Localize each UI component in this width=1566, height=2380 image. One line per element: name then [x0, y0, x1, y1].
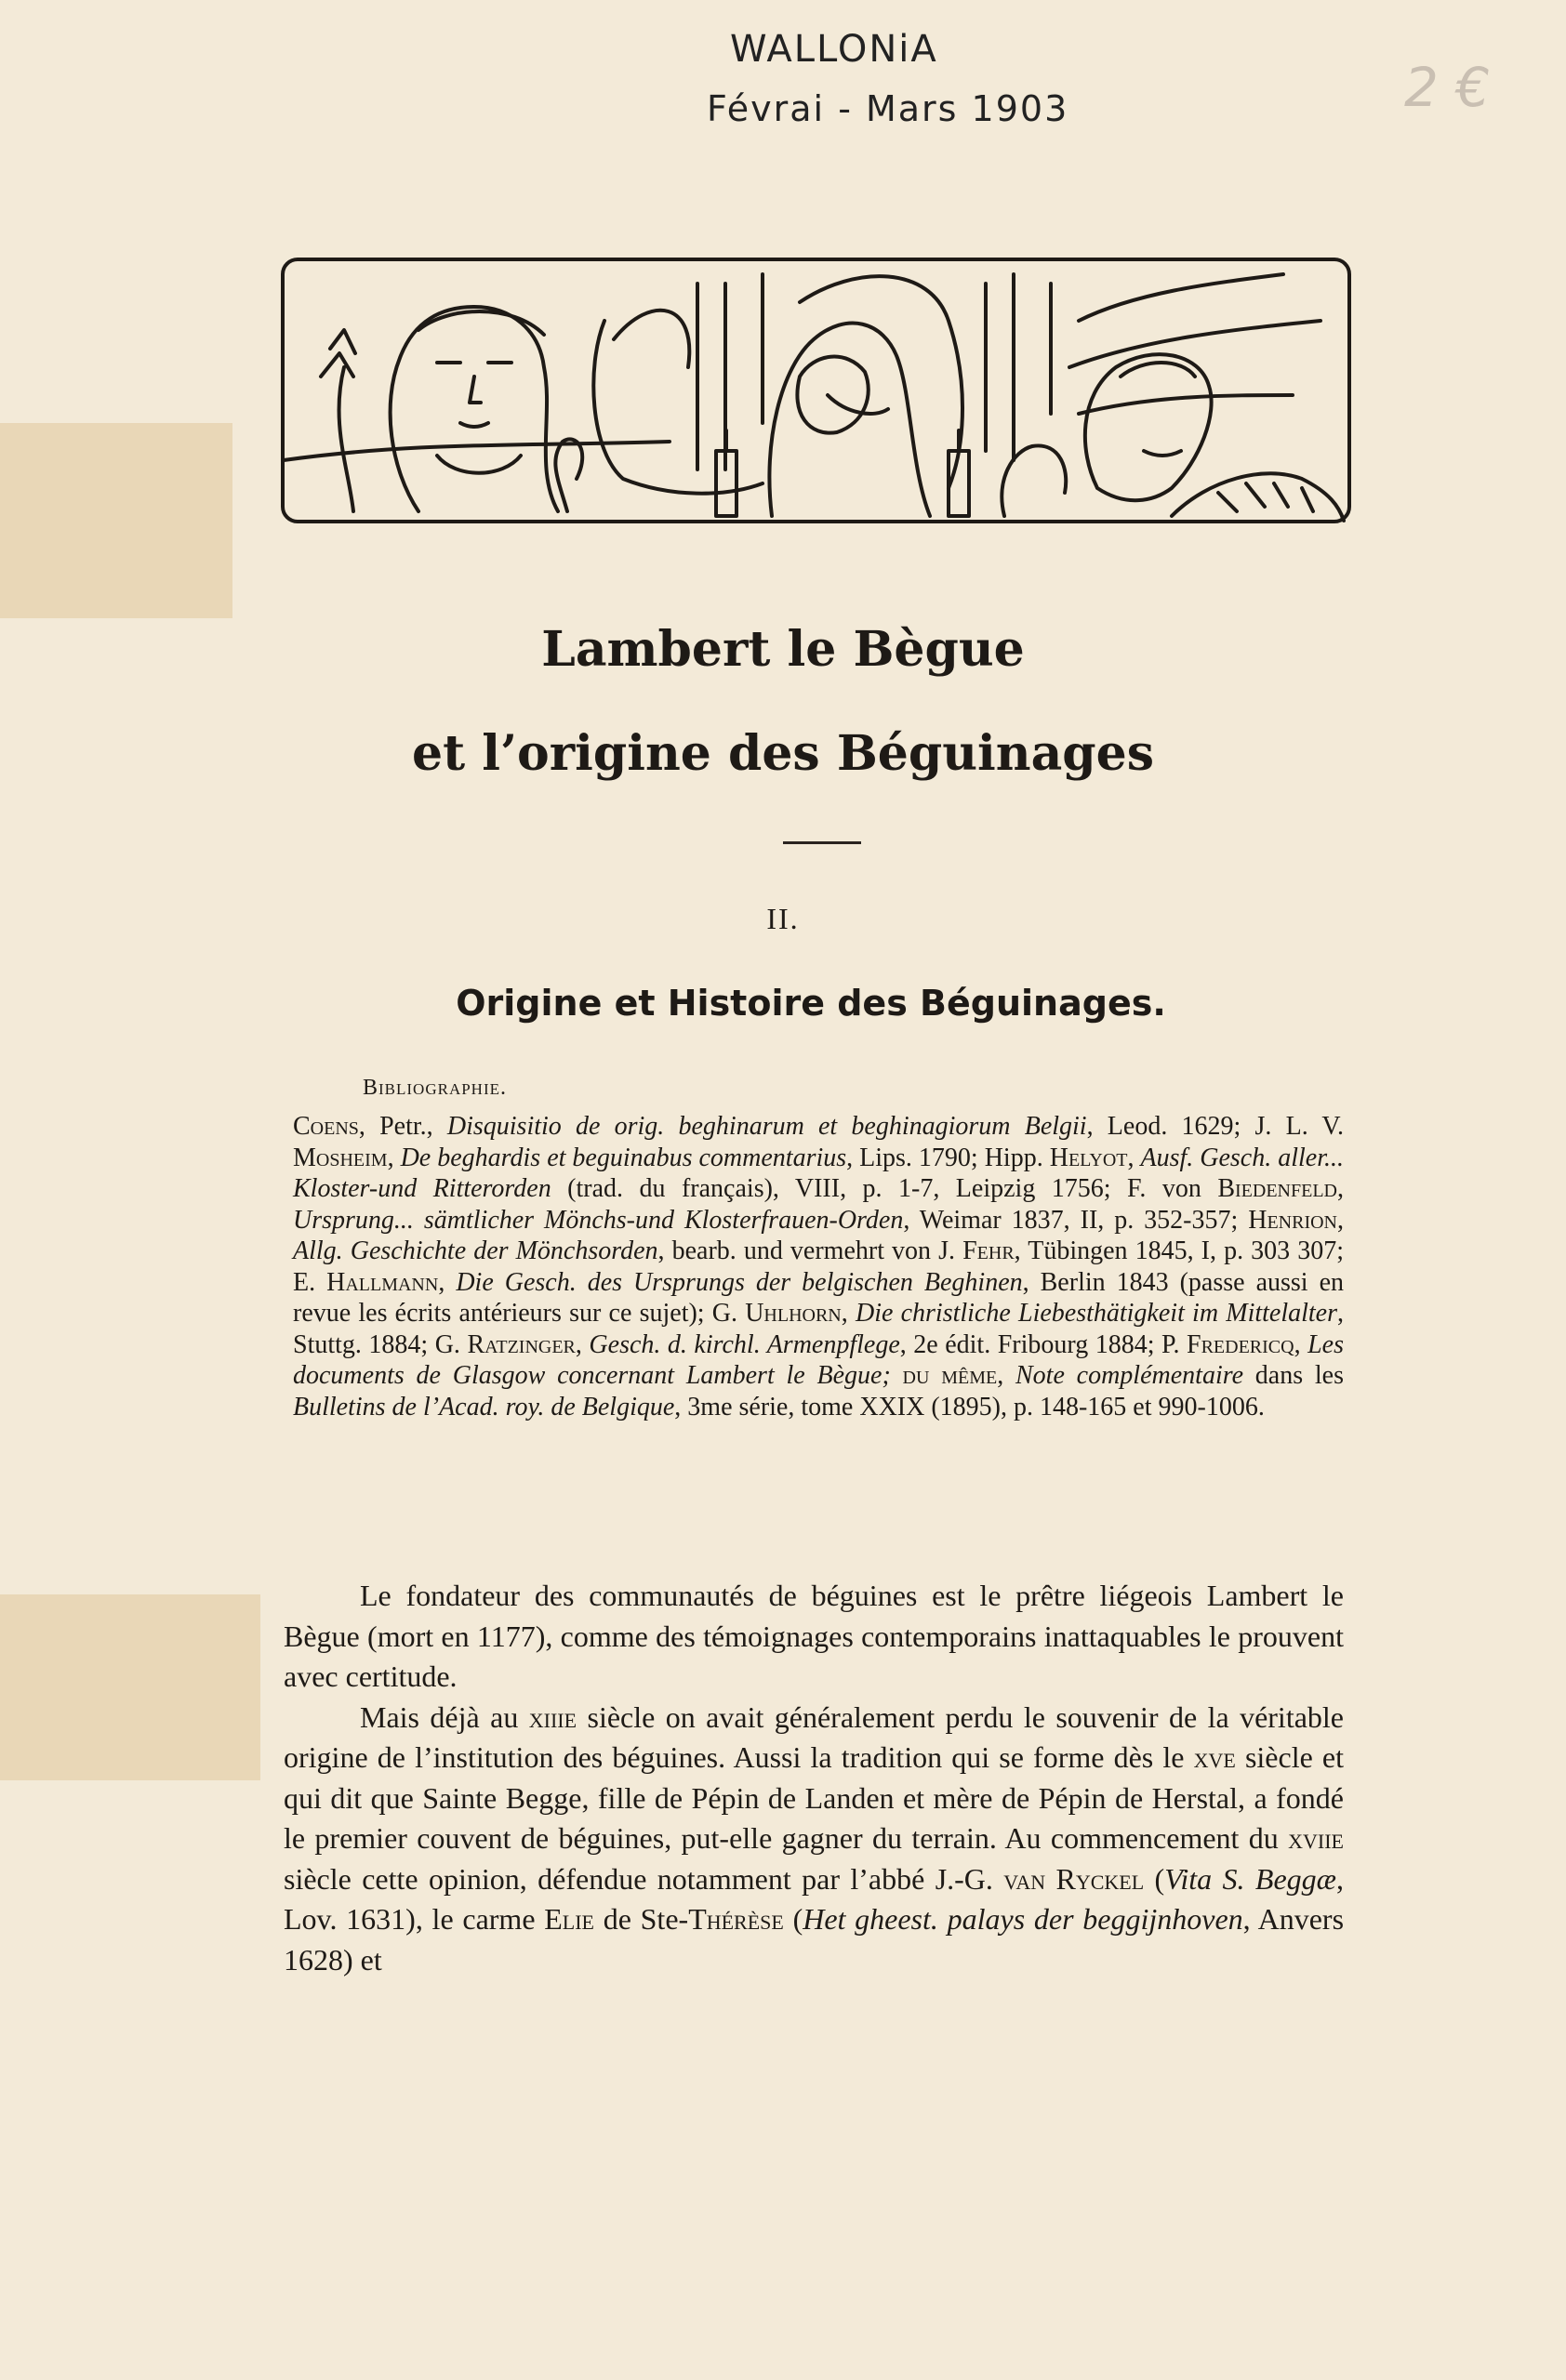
text-run: , Tübingen 1845, I, p. 303 307; E. — [293, 1236, 1344, 1297]
italic-title: Allg. Geschichte der Mönchsorden — [293, 1236, 658, 1265]
italic-title: Disquisitio de orig. beghinarum et beghinagiorum Belgii — [446, 1112, 1087, 1141]
bibliography-text — [293, 1111, 1344, 1422]
handwritten-price: 2 € — [1404, 56, 1491, 119]
author-name: Mosheim — [293, 1143, 388, 1172]
text-run — [891, 1361, 903, 1390]
author-name: Helyot — [1049, 1143, 1128, 1172]
italic-title: Vita S. Beggæ — [1164, 1861, 1337, 1896]
author-name: Henrion — [1248, 1205, 1338, 1235]
text-run: siècle on avait généralement perdu le souvenir de la véritable origine de l’institution des béguines. Aussi la tradition qui se forme dès le — [284, 1699, 1345, 1774]
title-line-2: et l’origine des Béguinages — [411, 725, 1154, 782]
author-name: Hallmann — [326, 1267, 439, 1297]
text-run: de Ste- — [594, 1902, 689, 1936]
text-run: , Leod. 1629; J. L. V. — [1086, 1112, 1345, 1141]
text-run: , Stuttg. 1884; G. — [293, 1299, 1345, 1359]
text-run: , bearb. und vermehrt von J. — [657, 1236, 963, 1265]
text-run: Mais déjà au — [360, 1699, 529, 1734]
text-run: , — [1336, 1174, 1344, 1203]
text-run: (trad. du français), VIII, p. 1-7, Leipzig 1756; F. von — [551, 1174, 1218, 1203]
italic-title: Die christliche Liebesthätigkeit im Mittelalter — [855, 1299, 1338, 1328]
author-name: Ratzinger — [467, 1329, 576, 1359]
text-run: siècle cette opinion, défendue notamment par l’abbé J.-G. — [284, 1861, 1004, 1896]
author-name: xviie — [1288, 1821, 1344, 1855]
text-run: siècle et qui dit que Sainte Begge, fille de Pépin de Landen et mère de Pépin de Herstal, a fondé le premier couvent de béguines, put-elle gagner du terrain. Au commencement du — [284, 1740, 1345, 1855]
author-name: du même — [902, 1361, 998, 1390]
italic-title: Ausf. Gesch. aller... Kloster-und Ritterorden — [293, 1143, 1345, 1203]
section-heading: Origine et Histoire des Béguinages. — [456, 983, 1166, 1024]
woodcut-banner-illustration — [279, 256, 1353, 525]
text-run: ( — [1144, 1861, 1165, 1896]
text-run: , 3me série, tome XXIX (1895), p. 148-165 et 990-1006. — [674, 1392, 1265, 1421]
bibliography-label: Bibliographie. — [363, 1076, 507, 1100]
text-run: , Berlin 1843 (passe aussi en revue les écrits antérieurs sur ce sujet); G. — [293, 1267, 1345, 1328]
author-name: van Ryckel — [1003, 1861, 1145, 1896]
text-run: , — [575, 1329, 590, 1359]
author-name: Fehr — [962, 1236, 1015, 1265]
italic-title: Gesch. d. kirchl. Armenpflege — [589, 1329, 900, 1359]
author-name: Biedenfeld — [1217, 1174, 1337, 1203]
text-run: , Weimar 1837, II, p. 352-357; — [903, 1205, 1249, 1235]
text-run: , — [387, 1143, 401, 1172]
italic-title: Note complémentaire — [1015, 1361, 1244, 1390]
text-run: , Anvers 1628) et — [284, 1902, 1345, 1977]
author-name: Uhlhorn — [745, 1299, 842, 1328]
text-run: , Petr., — [358, 1112, 447, 1141]
text-run: ( — [783, 1902, 803, 1936]
text-run: Le fondateur des communautés de béguines est le prêtre liégeois Lambert le Bègue (mort en 1177), comme des témoignages contemporains inattaquables le prouvent avec certitude. — [284, 1579, 1344, 1693]
text-run: , — [997, 1361, 1015, 1390]
author-name: Thérèse — [688, 1902, 784, 1936]
text-run: , — [438, 1267, 457, 1297]
italic-title: Les documents de Glasgow concernant Lambert le Bègue; — [293, 1329, 1344, 1390]
italic-title: Het gheest. palays der beggijnhoven — [803, 1902, 1243, 1936]
title-line-1: Lambert le Bègue — [541, 621, 1025, 678]
tape-strip-bottom — [0, 1594, 260, 1780]
handwritten-date: Févrai - Mars 1903 — [707, 88, 1069, 129]
author-name: Fredericq — [1187, 1329, 1294, 1359]
text-run: , — [1127, 1143, 1141, 1172]
italic-title: Die Gesch. des Ursprungs der belgischen Beghinen — [456, 1267, 1023, 1297]
italic-title: Ursprung... sämtlicher Mönchs-und Klosterfrauen-Orden — [293, 1205, 904, 1235]
handwritten-journal: WALLONiA — [730, 28, 938, 71]
text-run: , — [1337, 1205, 1345, 1235]
tape-strip-top — [0, 423, 232, 618]
body-text — [284, 1576, 1344, 1980]
paragraph — [284, 1576, 1344, 1698]
author-name: Coens — [293, 1112, 359, 1141]
text-run: , Lov. 1631), le carme — [284, 1861, 1345, 1936]
italic-title: Bulletins de l’Acad. roy. de Belgique — [293, 1392, 675, 1421]
italic-title: De beghardis et beguinabus commentarius — [400, 1143, 847, 1172]
author-name: xve — [1193, 1740, 1236, 1774]
text-run: , Lips. 1790; Hipp. — [846, 1143, 1050, 1172]
title-divider — [783, 841, 861, 844]
author-name: xiiie — [528, 1699, 577, 1734]
text-run: , 2e édit. Fribourg 1884; P. — [899, 1329, 1187, 1359]
text-run: , — [1294, 1329, 1308, 1359]
paragraph — [284, 1698, 1344, 1981]
section-number: II. — [766, 902, 800, 935]
text-run: , — [841, 1299, 856, 1328]
author-name: Elie — [544, 1902, 594, 1936]
text-run: dans les — [1243, 1361, 1344, 1390]
